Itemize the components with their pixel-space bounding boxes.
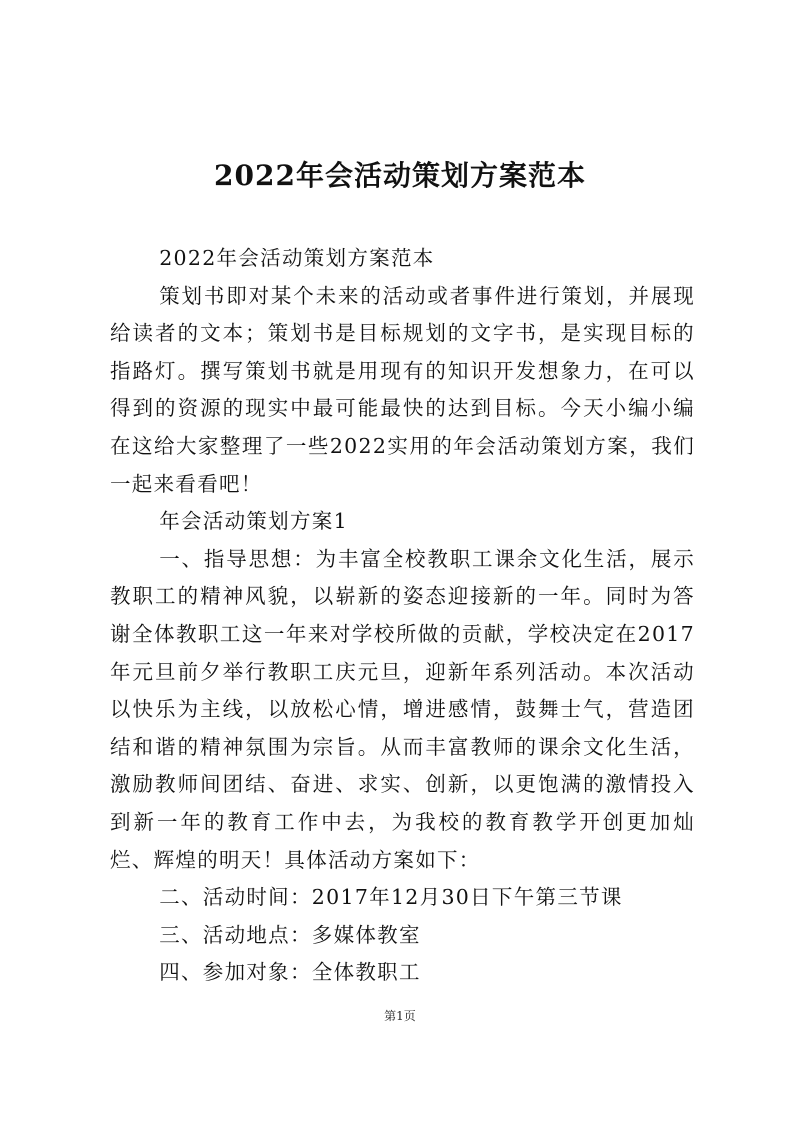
document-title: 2022年会活动策划方案范本 bbox=[214, 159, 586, 192]
document-body bbox=[110, 240, 695, 992]
paragraph-activity-location: 三、活动地点：多媒体教室 bbox=[159, 922, 421, 947]
paragraph-subtitle: 2022年会活动策划方案范本 bbox=[159, 246, 435, 270]
page-number: 第1页 bbox=[384, 1009, 416, 1023]
paragraph-intro: 策划书即对某个未来的活动或者事件进行策划，并展现给读者的文本；策划书是目标规划的文字书，是实现目标的指路灯。撰写策划书就是用现有的知识开发想象力，在可以得到的资源的现实中最可能最快的达到目标。今天小编小编在这给大家整理了一些2022实用的年会活动策划方案，我们一起来看看吧！ bbox=[110, 283, 695, 496]
paragraph-guiding-thought: 一、指导思想：为丰富全校教职工课余文化生活，展示教职工的精神风貌，以崭新的姿态迎接新的一年。同时为答谢全体教职工这一年来对学校所做的贡献，学校决定在2017年元旦前夕举行教职工庆元旦，迎新年系列活动。本次活动以快乐为主线，以放松心情，增进感情，鼓舞士气，营造团结和谐的精神氛围为宗旨。从而丰富教师的课余文化生活，激励教师间团结、奋进、求实、创新，以更饱满的激情投入到新一年的教育工作中去，为我校的教育教学开创更加灿烂、辉煌的明天！具体活动方案如下： bbox=[110, 546, 695, 872]
paragraph-participants: 四、参加对象：全体教职工 bbox=[159, 960, 421, 985]
paragraph-section-heading: 年会活动策划方案1 bbox=[159, 509, 348, 534]
paragraph-activity-time: 二、活动时间：2017年12月30日下午第三节课 bbox=[159, 885, 623, 910]
